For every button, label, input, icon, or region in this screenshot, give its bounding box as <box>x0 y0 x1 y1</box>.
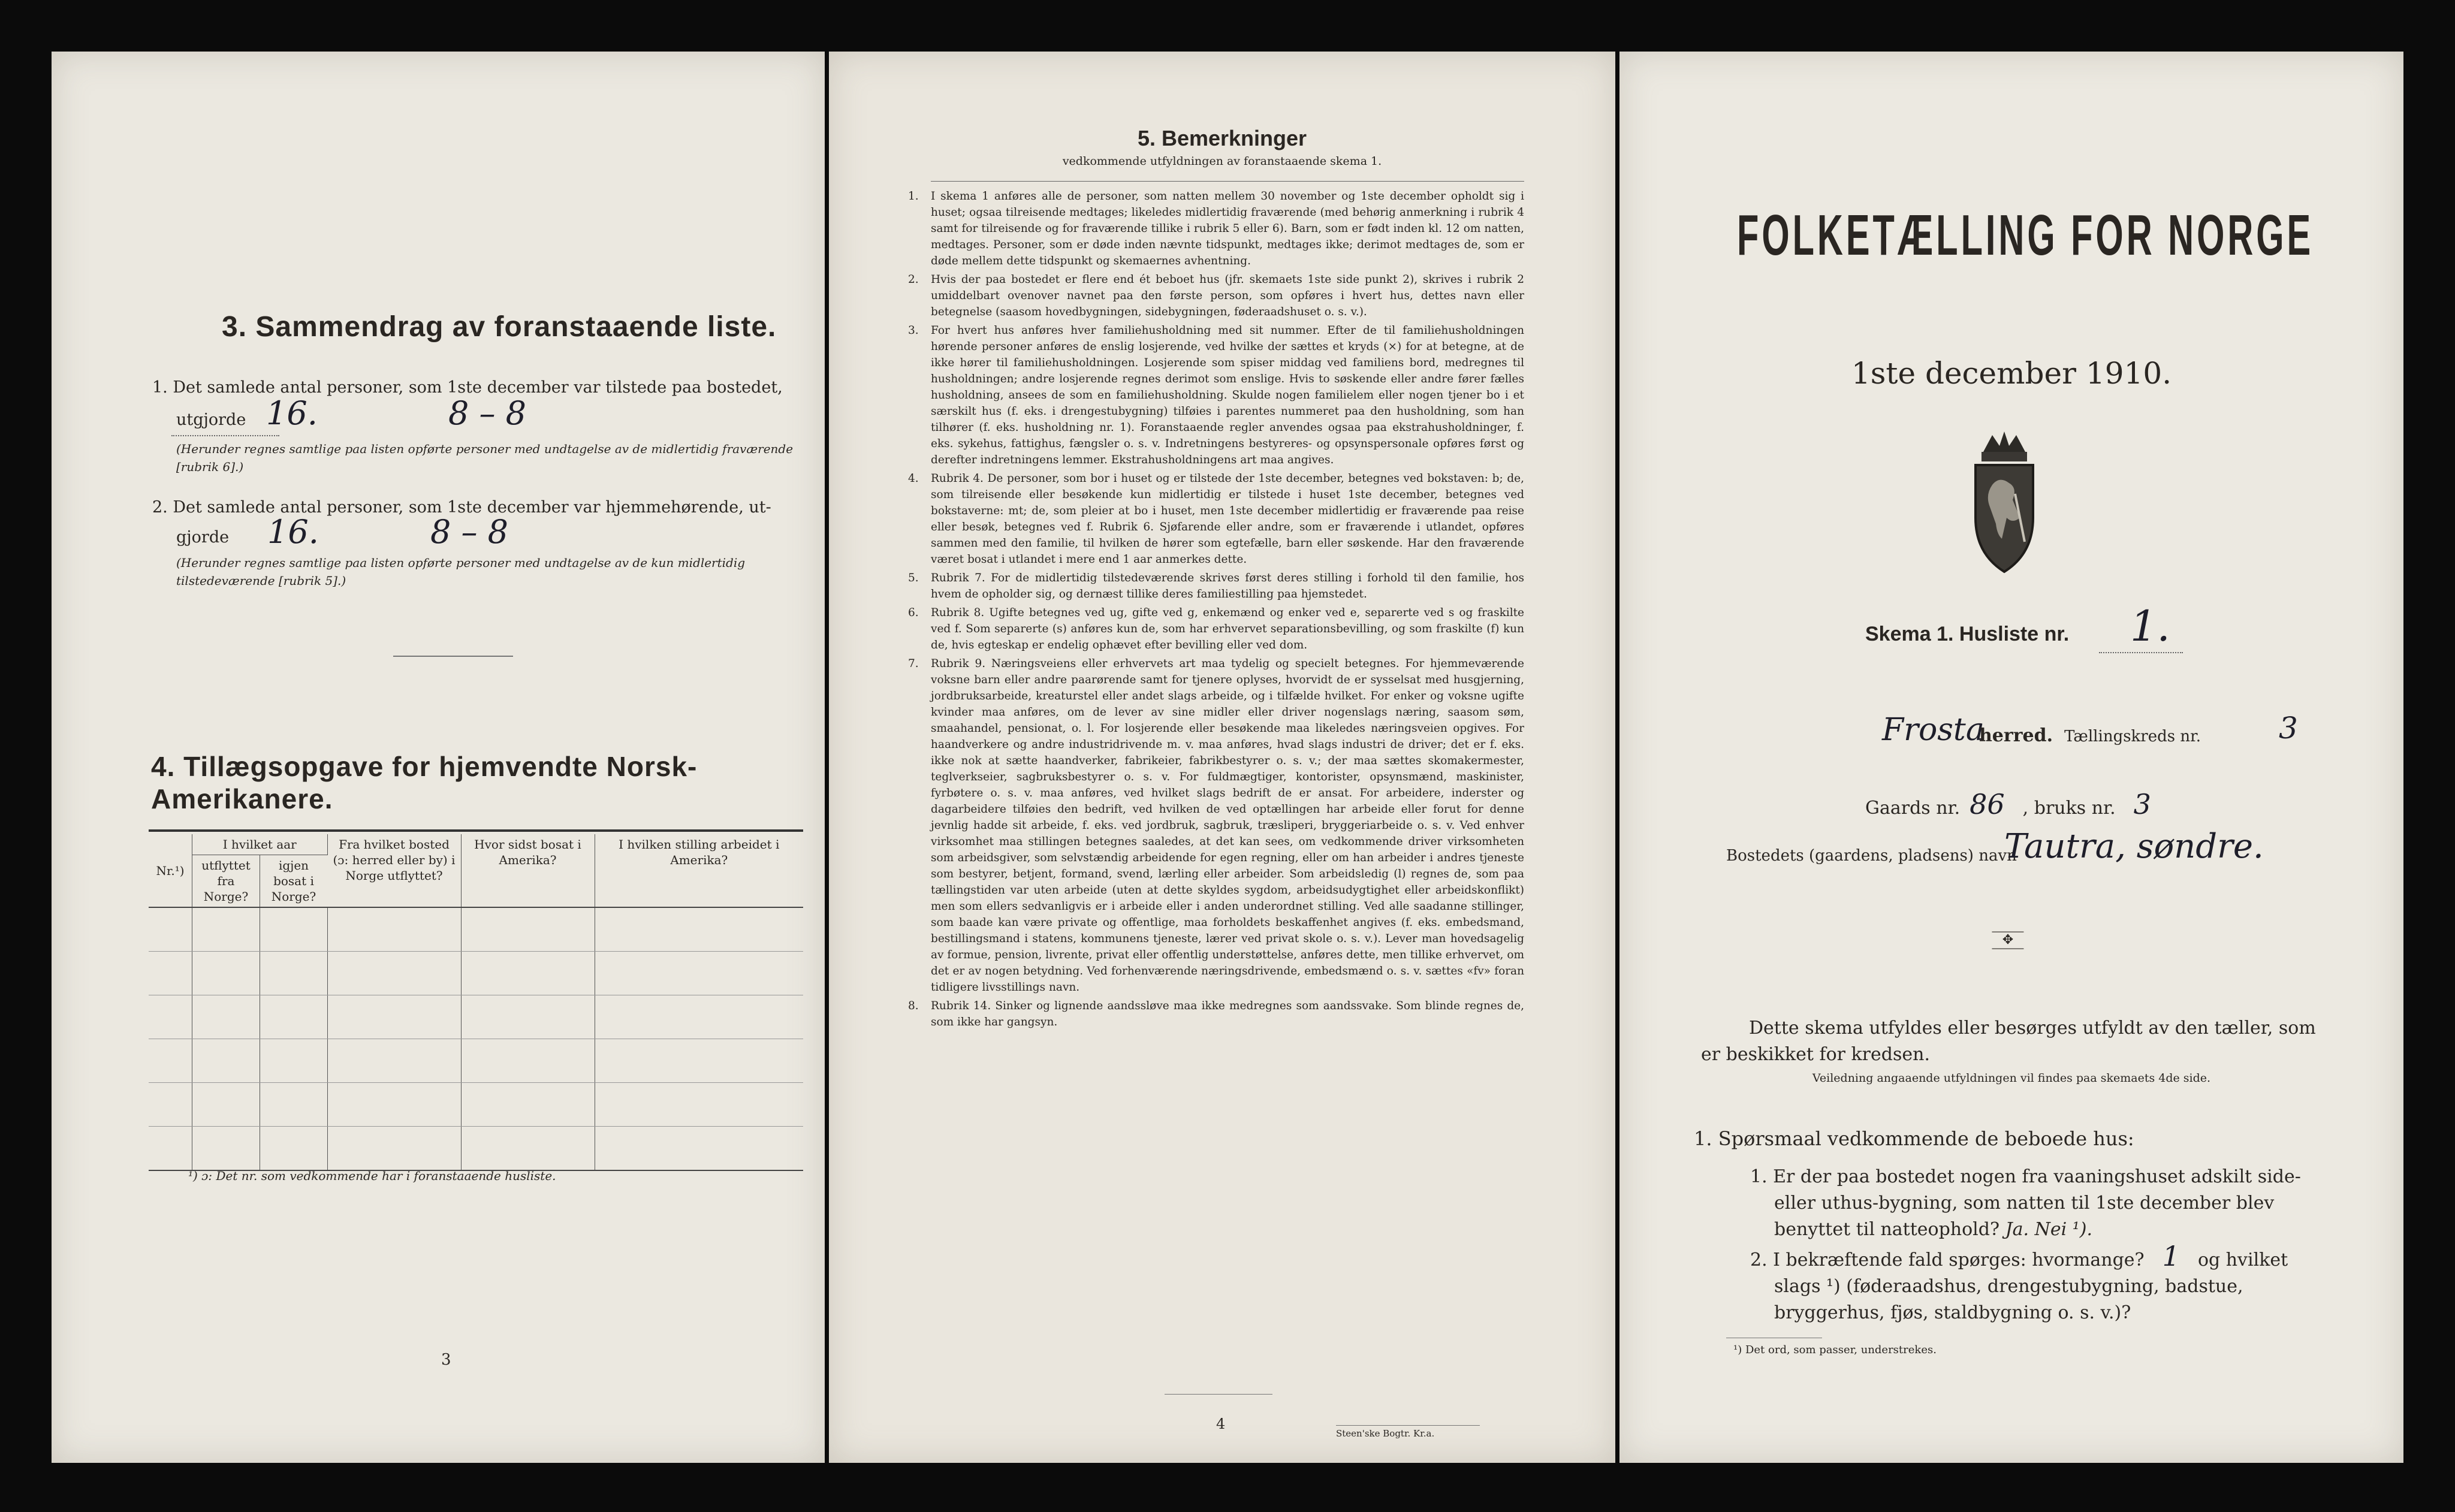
item-1-prefix: utgjorde <box>176 411 246 429</box>
herred-label: herred. Tællingskreds nr. <box>1979 725 2201 746</box>
col-igjen: igjen bosat i Norge? <box>271 858 316 904</box>
husliste-hand: 1. <box>2130 602 2170 651</box>
remark-2: 2. Hvis der paa bostedet er flere end ét beboet hus (jfr. skemaets 1ste side punkt 2), skrives i rubrik 2 umiddelbart ovenover navnet paa den første person, som opføres i hvert hus, dettes navn eller betegnelse (saasom hovedbygningen, sidebygningen, føderaadshuset o. s. v.). <box>908 273 1524 318</box>
coat-of-arms-icon <box>1962 428 2046 578</box>
item-1-line <box>171 435 279 436</box>
table-row <box>149 952 803 995</box>
page-number: 4 <box>1216 1416 1226 1432</box>
remarks-subtitle: vedkommende utfyldningen av foranstaaende skema 1. <box>1062 155 1382 168</box>
instruction-text: Dette skema utfyldes eller besørges utfyldt av den tæller, som er beskikket for kredsen. <box>1701 1018 2316 1065</box>
col-fra-bosted: Fra hvilket bosted (ɔ: herred eller by) i Norge utflyttet? <box>327 834 461 907</box>
col-utflyttet: utflyttet fra Norge? <box>192 855 260 908</box>
item-1-hand-value: 16. <box>266 394 318 432</box>
remark-5: 5. Rubrik 7. For de midlertidig tilstedeværende skrives først deres stilling i forhold til den familie, hos hvem de opholder sig, og dernæst tillike deres familiestilling paa hjemstedet. <box>908 572 1524 600</box>
table-row <box>149 907 803 952</box>
table-row <box>149 1083 803 1127</box>
page-3 <box>52 52 825 1463</box>
remark-7: 7. Rubrik 9. Næringsveiens eller erhvervets art maa tydelig og specielt betegnes. For hjemmeværende voksne barn eller andre paarørende samt for tjenere oplyses, hvorvidt de er sysselsat med husgjerning, jordbruksarbeide, kreaturstel eller andet slags arbeide, og i tilfælde hvilket. For enker og voksne ugifte kvinder maa anføres, om de lever av sine midler eller driver nogenslags næring, saasom søm, smaahandel, pensionat, o. l. For losjerende eller besøkende maa likeledes næringsveien opgives. For haandverkere og andre industridrivende m. v. maa anføres, hvad slags industri de driver; det er f. eks. ikke nok at sætte haandverker, fabrikeier, fabrikbestyrer o. s. v.; der maa sættes skomakermester, teglverkseier, sagbruksbestyrer o. s. v. For fuldmægtiger, kontorister, opsynsmænd, maskinister, fyrbøtere o. s. v. maa anføres, ved hvilket slags bedrift de er ansat. For arbeidere, inderster og dagarbeidere tilføies den bedrift, ved hvilken de ved optællingen har arbeide eller forut for denne jevnlig hadde sit arbeide, f. eks. ved jordbruk, sagbruk, træsliperi, bryggeriarbeide o. s. v. Ved enhver virksomhet maa stillingen betegnes saaledes, at det kan sees, om vedkommende driver virksomheten som arbeidsgiver, som selvstændig arbeidende for egen regning, eller om han arbeider i andres tjeneste som bestyrer, betjent, formand, svend, lærling eller arbeider. Som arbeidsledig (l) regnes de, som paa tællingstiden var uten arbeide (uten at dette skyldes sygdom, arbeidsudygtighet eller arbeidskonflikt) men som ellers sedvanligvis er i arbeide eller i anden underordnet stilling. Ved alle saadanne stillinger, som baade kan være private og offentlige, maa forholdets beskaffenhet angives (f. eks. embedsmand, bestillingsmand i statens, kommunens tjeneste, lærer ved privat skole o. s. v.). Lever man hovedsagelig av formue, pension, livrente, privat eller offentlig understøttelse, anføres dette, men tillike erhvervet, om det er av nogen betydning. Ved forhenværende næringsdrivende, embedsmænd o. s. v. sættes «fv» foran tidligere livsstillings navn. <box>908 657 1524 994</box>
ornament: ⸻✥⸻ <box>1991 924 2025 956</box>
item-2-hand-value: 16. <box>267 513 319 551</box>
remarks-rule <box>931 181 1524 182</box>
bosted-label: Bostedets (gaardens, pladsens) navn <box>1726 847 2017 865</box>
question-2: 2. I bekræftende fald spørges: hvormange? 1 og hvilket slags ¹) (føderaadshus, drengestubygning, badstue, bryggerhus, fjøs, staldbygning o. s. v.)? <box>1750 1240 2288 1323</box>
husliste-line <box>2099 652 2183 653</box>
remark-3: 3. For hvert hus anføres hver familiehusholdning med sit nummer. Efter de til familiehusholdningen hørende personer anføres de enslig losjerende, ved hvilke der sættes et kryds (×) for at betegne, at de ikke hører til familiehusholdningen. Losjerende som spiser middag ved familiens bord, medregnes til husholdningen; andre losjerende regnes derimot som enslige. Hvis to søskende eller andre fører fælles husholdning, ansees de som en familiehusholdning. Skulde nogen familielem eller nogen tjener bo i et særskilt hus (f. eks. i drengestubygning) tilføies i parentes nummeret paa den husholdning, som han tilhører (f. eks. husholdning nr. 1). Foranstaaende regler anvendes ogsaa paa ekstrahusholdninger, f. eks. sykehus, fattighus, fængsler o. s. v. Indretningens bestyreres- og opsynspersonale opføres først og derefter indretningens lemmer. Ekstrahusholdningens art maa angives. <box>908 324 1524 466</box>
bosted-hand: Tautra, søndre. <box>2004 827 2264 866</box>
item-2-note: (Herunder regnes samtlige paa listen opførte personer med undtagelse av de kun midlertidig tilstedeværende [rubrik 5].) <box>176 556 746 588</box>
col-stilling: I hvilken stilling arbeidet i Amerika? <box>619 837 780 867</box>
table-row <box>149 1039 803 1083</box>
divider <box>393 656 513 657</box>
gaards-row: Gaards nr. 86 , bruks nr. 3 <box>1865 788 2151 820</box>
census-title: FOLKETÆLLING FOR NORGE <box>1737 203 2314 267</box>
cover-page <box>1619 52 2403 1463</box>
item-1-hand-extra: 8 – 8 <box>448 394 527 432</box>
section-4-title: 4. Tillægsopgave for hjemvendte Norsk-Amerikanere. <box>151 751 698 814</box>
page-number: 3 <box>441 1351 451 1369</box>
skema-label: Skema 1. Husliste nr. <box>1865 623 2070 645</box>
page-4 <box>829 52 1615 1463</box>
census-date: 1ste december 1910. <box>1851 356 2172 391</box>
remark-1: 1. I skema 1 anføres alle de personer, som natten mellem 30 november og 1ste december opholdt sig i huset; ogsaa tilreisende medtages; likeledes midlertidig fraværende (med behørig anmerkning i rubrik 4 samt for tilreisende og for fraværende tillike i rubrik 5 eller 6). Barn, som er født inden kl. 12 om natten, medtages. Personer, som er døde inden nævnte tidspunkt, medtages ikke; derimot medtages de, som er døde mellem dette tidspunkt og skemaernes avhentning. <box>908 190 1524 267</box>
remarks-list <box>908 188 1524 1033</box>
herred-hand: Frosta <box>1882 712 1984 748</box>
item-2-hand-extra: 8 – 8 <box>430 513 509 551</box>
col-hvor-sidst: Hvor sidst bosat i Amerika? <box>461 834 595 907</box>
footnote: ¹) ɔ: Det nr. som vedkommende har i foranstaaende husliste. <box>188 1169 556 1183</box>
bottom-rule <box>1165 1394 1272 1395</box>
col-nr: Nr.¹) <box>149 834 192 907</box>
item-1-text: 1. Det samlede antal personer, som 1ste december var tilstede paa bostedet, <box>152 378 783 397</box>
veiledning-text: Veiledning angaaende utfyldningen vil findes paa skemaets 4de side. <box>1812 1072 2211 1085</box>
remark-6: 6. Rubrik 8. Ugifte betegnes ved ug, gifte ved g, enkemænd og enker ved e, separerte ved s og fraskilte ved f. Som separerte (s) anføres kun de, som har erhvervet separationsbevilling, og som fraskilte (f) kun de, hvis egteskap er endelig ophævet efter bevilling eller ved dom. <box>908 606 1524 651</box>
norsk-amerikanere-table <box>149 834 803 1171</box>
section-3-title: 3. Sammendrag av foranstaaende liste. <box>222 311 777 343</box>
table-row <box>149 1127 803 1171</box>
col-group-year: I hvilket aar <box>192 834 328 855</box>
question-heading: 1. Spørsmaal vedkommende de beboede hus: <box>1694 1127 2134 1150</box>
footnote: ¹) Det ord, som passer, understrekes. <box>1733 1344 1937 1356</box>
item-1-note: (Herunder regnes samtlige paa listen opførte personer med undtagelse av de midlertidig fraværende [rubrik 6].) <box>176 442 794 474</box>
item-2-text: 2. Det samlede antal personer, som 1ste december var hjemmehørende, ut- <box>152 498 771 517</box>
remark-8: 8. Rubrik 14. Sinker og lignende aandssløve maa ikke medregnes som aandssvake. Som blinde regnes de, som ikke har gangsyn. <box>908 1000 1524 1028</box>
kreds-hand: 3 <box>2279 711 2298 746</box>
table-row <box>149 995 803 1039</box>
question-1: 1. Er der paa bostedet nogen fra vaaningshuset adskilt side- eller uthus-bygning, som natten til 1ste december blev benyttet til natteophold? Ja. Nei ¹). <box>1750 1166 2301 1240</box>
remark-4: 4. Rubrik 4. De personer, som bor i huset og er tilstede der 1ste december, betegnes ved bokstaven: b; de, som tilreisende eller besøkende kun midlertidig er tilstede i huset 1ste december, betegnes ved bokstaverne: mt; de, som pleier at bo i huset, men 1ste december midlertidig er fraværende paa reise eller besøk, betegnes ved f. Rubrik 6. Sjøfarende eller andre, som er fraværende i utlandet, opføres sammen med den familie, til hvilken de hører som egtefælle, barn eller søskende. Har den fraværende været bosat i utlandet i mere end 1 aar anmerkes dette. <box>908 472 1524 566</box>
remarks-title: 5. Bemerkninger <box>1137 126 1307 150</box>
item-2-prefix: gjorde <box>176 528 230 547</box>
printer-mark: Steen'ske Bogtr. Kr.a. <box>1336 1425 1480 1439</box>
table-top-rule <box>149 829 803 832</box>
